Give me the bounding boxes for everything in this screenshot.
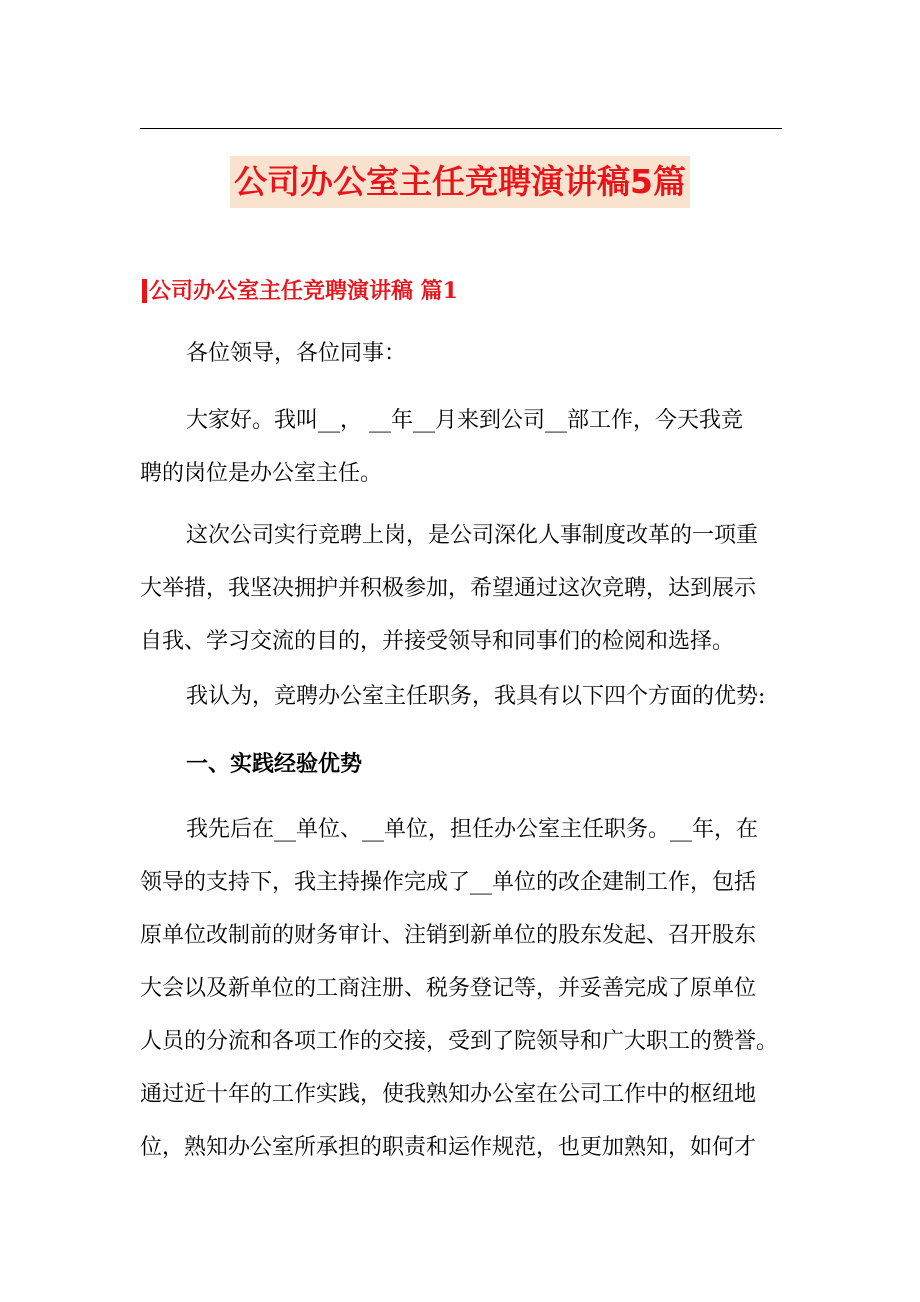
header-rule (140, 128, 782, 129)
paragraph-line: 位，熟知办公室所承担的职责和运作规范，也更加熟知，如何才 (140, 1135, 757, 1160)
experience-paragraph (140, 803, 782, 1174)
paragraph-line: 原单位改制前的财务审计、注销到新单位的股东发起、召开股东 (140, 923, 757, 948)
paragraph-line: 聘的岗位是办公室主任。 (140, 461, 383, 486)
advantages-intro-paragraph (140, 670, 782, 723)
paragraph-line: 这次公司实行竞聘上岗，是公司深化人事制度改革的一项重 (186, 523, 759, 548)
paragraph-line: 领导的支持下，我主持操作完成了__单位的改企建制工作，包括 (140, 870, 757, 895)
paragraph-line: 人员的分流和各项工作的交接，受到了院领导和广大职工的赞誉。 (140, 1029, 779, 1054)
paragraph-line: 大举措，我坚决拥护并积极参加，希望通过这次竞聘，达到展示 (140, 576, 757, 601)
paragraph-line: 我先后在__单位、__单位，担任办公室主任职务。__年，在 (186, 817, 759, 842)
paragraph-line: 大会以及新单位的工商注册、税务登记等，并妥善完成了原单位 (140, 976, 757, 1001)
intro-paragraph (140, 394, 782, 500)
paragraph-line: 我认为，竞聘办公室主任职务，我具有以下四个方面的优势: (186, 684, 766, 709)
reform-paragraph (140, 509, 782, 668)
paragraph-line: 自我、学习交流的目的，并接受领导和同事们的检阅和选择。 (140, 629, 735, 654)
section-heading (142, 274, 458, 308)
title-container (0, 156, 920, 208)
section-marker-bar (142, 279, 147, 303)
section-heading-text: 公司办公室主任竞聘演讲稿 篇1 (149, 278, 458, 304)
sub-heading: 一、实践经验优势 (186, 752, 363, 777)
paragraph-line: 通过近十年的工作实践，使我熟知办公室在公司工作中的枢纽地 (140, 1082, 757, 1107)
salutation-line: 各位领导，各位同事： (186, 341, 407, 366)
paragraph-line: 大家好。我叫__， __年__月来到公司__部工作，今天我竞 (186, 408, 743, 433)
salutation-paragraph (140, 327, 782, 380)
document-title: 公司办公室主任竞聘演讲稿5篇 (230, 156, 690, 208)
